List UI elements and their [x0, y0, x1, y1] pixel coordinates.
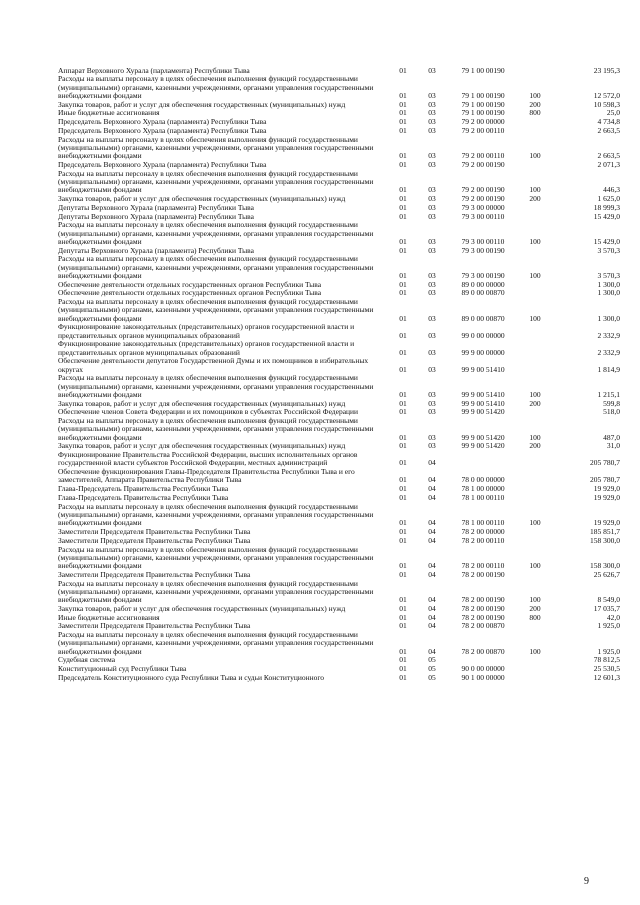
- row-name: Функционирование законодательных (представительных) органов государственной власти и представительных органов муниципальных образований: [58, 339, 355, 357]
- table-row: [58, 323, 620, 340]
- row-subsection: 05: [428, 655, 436, 665]
- table-row: [58, 579, 620, 604]
- row-amount: 23 195,3: [593, 65, 620, 75]
- row-subsection: 03: [428, 330, 436, 340]
- row-expense-type: 100: [529, 594, 541, 604]
- row-expense-type: 100: [529, 389, 541, 399]
- row-amount: 25,0: [606, 108, 620, 118]
- table-row: [58, 194, 620, 203]
- table-row: [58, 502, 620, 527]
- row-subsection: 03: [428, 125, 436, 135]
- row-target-code: 79 3 00 00000: [461, 202, 505, 212]
- row-expense-type: [520, 665, 550, 674]
- row-target-code: 79 1 00 00190: [461, 108, 505, 118]
- row-name: Конституционный суд Республики Тыва: [58, 664, 187, 674]
- row-target-code: 78 2 00 00190: [461, 612, 505, 622]
- row-target-code: 78 2 00 00870: [461, 621, 505, 631]
- row-amount: 1 925,0: [597, 621, 620, 631]
- row-expense-type: [520, 118, 550, 127]
- table-row: [58, 374, 620, 399]
- row-amount: 19 929,0: [593, 484, 620, 494]
- row-target-code: 79 2 00 00190: [461, 159, 505, 169]
- row-section: 01: [399, 236, 407, 246]
- row-target-code: 89 0 00 00870: [461, 313, 505, 323]
- row-section: 01: [399, 347, 407, 357]
- row-name: Председатель Верховного Хурала (парламента) Республики Тыва: [58, 159, 267, 169]
- row-target-code: 78 1 00 00110: [461, 518, 505, 528]
- row-amount: 487,0: [603, 432, 620, 442]
- row-amount: 1 215,1: [597, 389, 620, 399]
- row-section: 01: [399, 441, 407, 451]
- row-expense-type: [520, 126, 550, 135]
- row-target-code: 99 9 00 51420: [461, 441, 505, 451]
- row-section: 01: [399, 279, 407, 289]
- row-section: 01: [399, 389, 407, 399]
- row-expense-type: [520, 656, 550, 665]
- row-target-code: 79 3 00 00190: [461, 245, 505, 255]
- row-name: Функционирование Правительства Российской Федерации, высших исполнительных органов государственной власти субъектов Российской Федерации, местных администраций: [58, 450, 358, 468]
- row-name: Закупка товаров, работ и услуг для обеспечения государственных (муниципальных) нужд: [58, 99, 346, 109]
- row-subsection: 03: [428, 185, 436, 195]
- row-section: 01: [399, 475, 407, 485]
- row-amount: 8 549,0: [597, 594, 620, 604]
- row-amount: 205 780,7: [590, 458, 620, 468]
- row-subsection: 03: [428, 202, 436, 212]
- row-name: Заместители Председателя Правительства Республики Тыва: [58, 526, 251, 536]
- row-subsection: 05: [428, 664, 436, 674]
- row-name: Расходы на выплаты персоналу в целях обеспечения выполнения функций государственными (муниципальными) органами, казенными учреждениями, органами управления государственными внебюджетными фондами: [58, 220, 374, 246]
- row-section: 01: [399, 672, 407, 682]
- row-target-code: 99 9 00 51420: [461, 432, 505, 442]
- row-section: 01: [399, 664, 407, 674]
- page-number: 9: [584, 876, 589, 887]
- row-expense-type: 100: [529, 270, 541, 280]
- row-subsection: 03: [428, 313, 436, 323]
- row-expense-type: 800: [529, 108, 541, 118]
- row-target-code: 79 2 00 00190: [461, 185, 505, 195]
- row-subsection: 03: [428, 193, 436, 203]
- row-amount: 2 663,5: [597, 151, 620, 161]
- row-section: 01: [399, 492, 407, 502]
- row-subsection: 03: [428, 432, 436, 442]
- row-subsection: 04: [428, 594, 436, 604]
- row-subsection: 04: [428, 518, 436, 528]
- row-name: Заместители Председателя Правительства Республики Тыва: [58, 535, 251, 545]
- row-amount: 2 663,5: [597, 125, 620, 135]
- table-row: [58, 203, 620, 212]
- row-subsection: 03: [428, 117, 436, 127]
- row-target-code: 99 9 00 51410: [461, 364, 505, 374]
- row-expense-type: 200: [529, 441, 541, 451]
- row-section: 01: [399, 117, 407, 127]
- row-subsection: 04: [428, 535, 436, 545]
- row-name: Закупка товаров, работ и услуг для обеспечения государственных (муниципальных) нужд: [58, 398, 346, 408]
- table-row: [58, 536, 620, 545]
- row-name: Заместители Председателя Правительства Республики Тыва: [58, 621, 251, 631]
- row-name: Депутаты Верховного Хурала (парламента) Республики Тыва: [58, 245, 254, 255]
- row-subsection: 03: [428, 389, 436, 399]
- row-target-code: 78 2 00 00110: [461, 535, 505, 545]
- row-name: Расходы на выплаты персоналу в целях обеспечения выполнения функций государственными (муниципальными) органами, казенными учреждениями, органами управления государственными внебюджетными фондами: [58, 544, 374, 570]
- row-target-code: 90 1 00 00000: [461, 672, 505, 682]
- row-subsection: 04: [428, 569, 436, 579]
- row-amount: 10 598,3: [593, 99, 620, 109]
- row-expense-type: 100: [529, 646, 541, 656]
- row-target-code: 78 2 00 00190: [461, 594, 505, 604]
- row-section: 01: [399, 535, 407, 545]
- row-expense-type: [520, 673, 550, 682]
- row-section: 01: [399, 125, 407, 135]
- row-amount: 1 814,9: [597, 364, 620, 374]
- row-target-code: [446, 451, 520, 468]
- row-expense-type: [520, 66, 550, 75]
- row-target-code: 99 9 00 51410: [461, 389, 505, 399]
- row-subsection: 03: [428, 407, 436, 417]
- row-section: 01: [399, 288, 407, 298]
- row-name: Функционирование законодательных (представительных) органов государственной власти и представительных органов муниципальных образований: [58, 322, 355, 340]
- row-target-code: 78 1 00 00000: [461, 484, 505, 494]
- table-row: [58, 468, 620, 485]
- row-target-code: 79 3 00 00190: [461, 270, 505, 280]
- row-section: 01: [399, 99, 407, 109]
- table-row: [58, 298, 620, 323]
- row-name: Обеспечение деятельности отдельных государственных органов Республики Тыва: [58, 288, 322, 298]
- row-expense-type: 100: [529, 236, 541, 246]
- row-name: Обеспечение деятельности депутатов Государственной Думы и их помощников в избирательных округах: [58, 356, 369, 374]
- row-amount: 1 300,0: [597, 288, 620, 298]
- row-amount: 19 929,0: [593, 518, 620, 528]
- row-section: 01: [399, 621, 407, 631]
- table-row: [58, 126, 620, 135]
- row-section: 01: [399, 646, 407, 656]
- row-section: 01: [399, 569, 407, 579]
- row-name: Обеспечение функционирования Главы-Председателя Правительства Республики Тыва и его заместителей, Аппарата Правительства Республики Тыва: [58, 467, 355, 485]
- row-expense-type: 100: [529, 185, 541, 195]
- row-amount: 2 071,3: [597, 159, 620, 169]
- row-section: 01: [399, 211, 407, 221]
- row-expense-type: [520, 212, 550, 221]
- row-target-code: 99 9 00 51420: [461, 407, 505, 417]
- budget-table: [58, 66, 620, 682]
- row-section: 01: [399, 193, 407, 203]
- row-target-code: 79 2 00 00110: [461, 125, 505, 135]
- row-subsection: 04: [428, 526, 436, 536]
- row-section: 01: [399, 151, 407, 161]
- row-amount: 1 625,0: [597, 193, 620, 203]
- row-amount: 158 300,0: [590, 535, 620, 545]
- row-name: Расходы на выплаты персоналу в целях обеспечения выполнения функций государственными (муниципальными) органами, казенными учреждениями, органами управления государственными внебюджетными фондами: [58, 373, 374, 399]
- row-expense-type: [520, 280, 550, 289]
- row-name: Расходы на выплаты персоналу в целях обеспечения выполнения функций государственными (муниципальными) органами, казенными учреждениями, органами управления государственными внебюджетными фондами: [58, 254, 374, 280]
- row-name: Расходы на выплаты персоналу в целях обеспечения выполнения функций государственными (муниципальными) органами, казенными учреждениями, органами управления государственными внебюджетными фондами: [58, 416, 374, 442]
- row-amount: 15 429,0: [593, 236, 620, 246]
- row-section: 01: [399, 65, 407, 75]
- row-section: 01: [399, 458, 407, 468]
- row-amount: 78 812,5: [593, 655, 620, 665]
- table-row: [58, 417, 620, 442]
- row-amount: 17 035,7: [593, 603, 620, 613]
- row-name: Расходы на выплаты персоналу в целях обеспечения выполнения функций государственными (муниципальными) органами, казенными учреждениями, органами управления государственными внебюджетными фондами: [58, 578, 374, 604]
- row-section: 01: [399, 484, 407, 494]
- row-section: 01: [399, 655, 407, 665]
- row-subsection: 03: [428, 245, 436, 255]
- row-target-code: 79 3 00 00110: [461, 236, 505, 246]
- row-expense-type: [520, 357, 550, 374]
- row-subsection: 04: [428, 475, 436, 485]
- row-subsection: 03: [428, 398, 436, 408]
- row-target-code: 79 3 00 00110: [461, 211, 505, 221]
- row-section: 01: [399, 603, 407, 613]
- row-expense-type: 100: [529, 90, 541, 100]
- row-expense-type: 200: [529, 99, 541, 109]
- row-amount: 205 780,7: [590, 475, 620, 485]
- row-target-code: 78 1 00 00110: [461, 492, 505, 502]
- row-section: 01: [399, 398, 407, 408]
- row-expense-type: 100: [529, 518, 541, 528]
- row-subsection: 03: [428, 99, 436, 109]
- row-section: 01: [399, 330, 407, 340]
- row-amount: 25 530,5: [593, 664, 620, 674]
- row-subsection: 03: [428, 347, 436, 357]
- row-amount: 1 925,0: [597, 646, 620, 656]
- row-section: 01: [399, 560, 407, 570]
- row-name: Депутаты Верховного Хурала (парламента) Республики Тыва: [58, 211, 254, 221]
- row-expense-type: [520, 289, 550, 298]
- row-expense-type: 200: [529, 603, 541, 613]
- row-subsection: 03: [428, 211, 436, 221]
- row-name: Аппарат Верховного Хурала (парламента) Республики Тыва: [58, 65, 250, 75]
- table-row: [58, 135, 620, 160]
- row-subsection: 03: [428, 151, 436, 161]
- row-expense-type: [520, 246, 550, 255]
- table-row: [58, 604, 620, 613]
- row-subsection: 03: [428, 364, 436, 374]
- row-expense-type: [520, 570, 550, 579]
- row-amount: 12 601,3: [593, 672, 620, 682]
- row-target-code: 99 0 00 00000: [461, 330, 505, 340]
- row-name: Председатель Конституционного суда Республики Тыва и судьи Конституционного: [58, 672, 325, 682]
- row-name: Расходы на выплаты персоналу в целях обеспечения выполнения функций государственными (муниципальными) органами, казенными учреждениями, органами управления государственными внебюджетными фондами: [58, 74, 374, 100]
- row-name: Расходы на выплаты персоналу в целях обеспечения выполнения функций государственными (муниципальными) органами, казенными учреждениями, органами управления государственными внебюджетными фондами: [58, 630, 374, 656]
- row-section: 01: [399, 90, 407, 100]
- row-expense-type: [520, 340, 550, 357]
- row-amount: 4 734,8: [597, 117, 620, 127]
- row-section: 01: [399, 159, 407, 169]
- row-expense-type: 100: [529, 432, 541, 442]
- row-expense-type: 100: [529, 560, 541, 570]
- row-subsection: 04: [428, 484, 436, 494]
- row-target-code: 79 1 00 00190: [461, 65, 505, 75]
- table-row: [58, 673, 620, 682]
- row-target-code: 78 2 00 00000: [461, 526, 505, 536]
- row-target-code: 89 0 00 00870: [461, 288, 505, 298]
- row-name: Депутаты Верховного Хурала (парламента) Республики Тыва: [58, 202, 254, 212]
- row-expense-type: [520, 493, 550, 502]
- row-subsection: 04: [428, 603, 436, 613]
- row-amount: 1 300,0: [597, 279, 620, 289]
- row-name: Закупка товаров, работ и услуг для обеспечения государственных (муниципальных) нужд: [58, 193, 346, 203]
- row-expense-type: [520, 408, 550, 417]
- row-expense-type: 100: [529, 151, 541, 161]
- row-subsection: 04: [428, 646, 436, 656]
- row-subsection: 03: [428, 159, 436, 169]
- row-subsection: 03: [428, 441, 436, 451]
- row-target-code: 78 2 00 00870: [461, 646, 505, 656]
- row-name: Расходы на выплаты персоналу в целях обеспечения выполнения функций государственными (муниципальными) органами, казенными учреждениями, органами управления государственными внебюджетными фондами: [58, 297, 374, 323]
- table-row: [58, 527, 620, 536]
- row-expense-type: [520, 451, 550, 468]
- row-section: 01: [399, 526, 407, 536]
- row-amount: 158 300,0: [590, 560, 620, 570]
- row-name: Закупка товаров, работ и услуг для обеспечения государственных (муниципальных) нужд: [58, 603, 346, 613]
- row-name: Иные бюджетные ассигнования: [58, 612, 160, 622]
- row-target-code: 79 1 00 00190: [461, 99, 505, 109]
- row-expense-type: [520, 527, 550, 536]
- row-amount: 3 570,3: [597, 270, 620, 280]
- row-name: Расходы на выплаты персоналу в целях обеспечения выполнения функций государственными (муниципальными) органами, казенными учреждениями, органами управления государственными внебюджетными фондами: [58, 134, 374, 161]
- row-target-code: 78 0 00 00000: [461, 475, 505, 485]
- table-row: [58, 451, 620, 468]
- row-target-code: 79 2 00 00110: [461, 151, 505, 161]
- row-target-code: 78 2 00 00190: [461, 569, 505, 579]
- table-row: [58, 570, 620, 579]
- row-name: Глава-Председатель Правительства Республики Тыва: [58, 492, 229, 502]
- row-name: Расходы на выплаты персоналу в целях обеспечения выполнения функций государственными (муниципальными) органами, казенными учреждениями, органами управления государственными внебюджетными фондами: [58, 168, 374, 195]
- row-amount: 2 332,9: [597, 347, 620, 357]
- row-section: 01: [399, 407, 407, 417]
- table-row: [58, 221, 620, 246]
- row-subsection: 04: [428, 492, 436, 502]
- table-row: [58, 545, 620, 570]
- row-amount: 185 851,7: [590, 526, 620, 536]
- budget-table-body: [58, 66, 620, 682]
- table-row: [58, 340, 620, 357]
- row-section: 01: [399, 108, 407, 118]
- row-subsection: 03: [428, 108, 436, 118]
- row-section: 01: [399, 432, 407, 442]
- row-name: Обеспечение членов Совета Федерации и их помощников в субъектах Российской Федерации: [58, 407, 359, 417]
- table-row: [58, 493, 620, 502]
- row-subsection: 03: [428, 270, 436, 280]
- table-row: [58, 75, 620, 100]
- row-amount: 518,0: [603, 407, 620, 417]
- row-target-code: 79 2 00 00000: [461, 117, 505, 127]
- row-amount: 25 626,7: [593, 569, 620, 579]
- row-subsection: 03: [428, 279, 436, 289]
- row-subsection: 04: [428, 621, 436, 631]
- row-amount: 15 429,0: [593, 211, 620, 221]
- row-section: 01: [399, 612, 407, 622]
- row-amount: 18 999,3: [593, 202, 620, 212]
- row-subsection: 04: [428, 612, 436, 622]
- row-target-code: 79 1 00 00190: [461, 90, 505, 100]
- row-name: Закупка товаров, работ и услуг для обеспечения государственных (муниципальных) нужд: [58, 441, 346, 451]
- row-expense-type: 200: [529, 193, 541, 203]
- row-subsection: 03: [428, 288, 436, 298]
- row-target-code: 78 2 00 00190: [461, 603, 505, 613]
- row-section: 01: [399, 313, 407, 323]
- row-amount: 2 332,9: [597, 330, 620, 340]
- row-amount: 1 300,0: [597, 313, 620, 323]
- row-section: 01: [399, 518, 407, 528]
- row-expense-type: [520, 536, 550, 545]
- row-target-code: 78 2 00 00110: [461, 560, 505, 570]
- row-target-code: 79 2 00 00190: [461, 193, 505, 203]
- row-amount: 599,8: [603, 398, 620, 408]
- row-name: Обеспечение деятельности отдельных государственных органов Республики Тыва: [58, 279, 322, 289]
- row-expense-type: [520, 160, 550, 169]
- row-expense-type: [520, 468, 550, 485]
- row-amount: 12 572,0: [593, 90, 620, 100]
- row-name: Расходы на выплаты персоналу в целях обеспечения выполнения функций государственными (муниципальными) органами, казенными учреждениями, органами управления государственными внебюджетными фондами: [58, 501, 374, 528]
- row-name: Глава-Председатель Правительства Республики Тыва: [58, 484, 229, 494]
- row-subsection: 05: [428, 672, 436, 682]
- table-row: [58, 631, 620, 656]
- row-expense-type: [520, 485, 550, 494]
- row-target-code: 89 0 00 00000: [461, 279, 505, 289]
- table-row: [58, 255, 620, 280]
- row-amount: 19 929,0: [593, 492, 620, 502]
- row-section: 01: [399, 245, 407, 255]
- row-expense-type: [520, 323, 550, 340]
- row-expense-type: 200: [529, 398, 541, 408]
- table-row: [58, 357, 620, 374]
- row-section: 01: [399, 594, 407, 604]
- row-subsection: 03: [428, 65, 436, 75]
- row-name: Судебная система: [58, 655, 116, 665]
- row-subsection: 03: [428, 90, 436, 100]
- table-row: [58, 160, 620, 169]
- row-subsection: 04: [428, 458, 436, 468]
- row-name: Иные бюджетные ассигнования: [58, 108, 160, 118]
- row-expense-type: 100: [529, 313, 541, 323]
- row-expense-type: 800: [529, 612, 541, 622]
- row-section: 01: [399, 364, 407, 374]
- row-section: 01: [399, 185, 407, 195]
- row-section: 01: [399, 270, 407, 280]
- row-amount: 446,3: [603, 185, 620, 195]
- table-row: [58, 169, 620, 194]
- row-amount: 42,0: [606, 612, 620, 622]
- row-amount: 3 570,3: [597, 245, 620, 255]
- row-section: 01: [399, 202, 407, 212]
- row-target-code: 99 9 00 51410: [461, 398, 505, 408]
- row-expense-type: [520, 622, 550, 631]
- row-name: Заместители Председателя Правительства Республики Тыва: [58, 569, 251, 579]
- row-subsection: 04: [428, 560, 436, 570]
- row-expense-type: [520, 203, 550, 212]
- row-name: Председатель Верховного Хурала (парламента) Республики Тыва: [58, 125, 267, 135]
- row-name: Председатель Верховного Хурала (парламента) Республики Тыва: [58, 117, 267, 127]
- row-subsection: 03: [428, 236, 436, 246]
- row-amount: 31,0: [606, 441, 620, 451]
- row-target-code: 90 0 00 00000: [461, 664, 505, 674]
- row-target-code: 99 9 00 00000: [461, 347, 505, 357]
